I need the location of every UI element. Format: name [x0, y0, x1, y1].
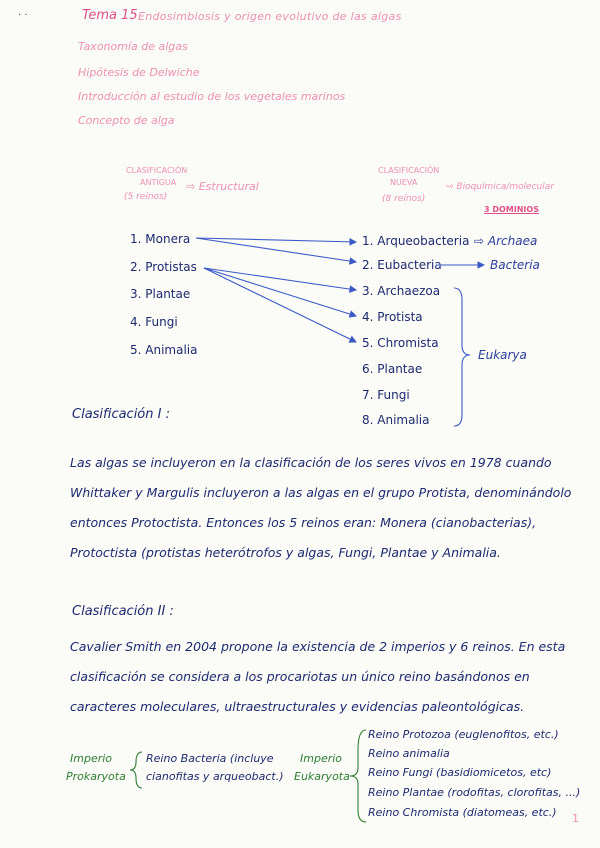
subtopic-2: Hipótesis de Delwiche: [78, 66, 200, 79]
class1-title: Clasificación I :: [72, 407, 170, 422]
right-heading-note: (8 reinos): [382, 194, 426, 204]
left-heading-note: (5 reinos): [124, 192, 168, 202]
left-arrow-label: ⇨ Estructural: [186, 180, 259, 193]
euk-kingdom-2: Reino animalia: [368, 747, 450, 760]
class1-text: Las algas se incluyeron en la clasificación de los seres vivos en 1978 cuando Whittaker y Margulis incluyeron a las algas en el grupo Protista, denominándolo entonces Protoctista. Entonces los 5 reinos eran: Monera (cianobacterias), Protoctista (protistas heterótrofos y algas, Fungi, Plantae y Animalia.: [70, 455, 572, 560]
euk-kingdom-1: Reino Protozoa (euglenofitos, etc.): [368, 728, 559, 741]
margin-marks: · ·: [18, 10, 28, 21]
right-item-7: 7. Fungi: [362, 388, 410, 402]
archaea-label: ⇨ Archaea: [474, 234, 538, 248]
subtopic-1: Taxonomía de algas: [78, 40, 188, 53]
left-item-5: 5. Animalia: [130, 343, 198, 357]
eukaryota-line1: Imperio: [300, 752, 343, 765]
tema-label: Tema 15: [82, 8, 138, 23]
domains-label: 3 DOMINIOS: [484, 205, 539, 214]
euk-kingdom-4: Reino Plantae (rodofitas, clorofitas, ...): [368, 786, 581, 799]
prok-kingdom-line1: Reino Bacteria (incluye: [146, 752, 274, 765]
left-item-1: 1. Monera: [130, 232, 191, 246]
subtopic-4: Concepto de alga: [78, 114, 175, 127]
bacteria-label: Bacteria: [490, 258, 540, 272]
right-item-6: 6. Plantae: [362, 362, 423, 376]
euk-kingdom-3: Reino Fungi (basidiomicetos, etc): [368, 766, 552, 779]
class2-title: Clasificación II :: [72, 604, 174, 619]
prokaryota-line1: Imperio: [70, 752, 113, 765]
eukarya-label: Eukarya: [478, 348, 527, 362]
euk-kingdom-5: Reino Chromista (diatomeas, etc.): [368, 806, 557, 819]
arrow-protistas-protista: [204, 268, 356, 316]
left-heading-line1: CLASIFICACIÓN: [126, 166, 188, 175]
page-number: 1: [572, 812, 579, 825]
right-heading-line2: NUEVA: [390, 178, 418, 187]
right-arrow-label: ⇨ Bioquímica/molecular: [446, 182, 554, 192]
right-item-5: 5. Chromista: [362, 336, 439, 350]
prokaryota-line2: Prokaryota: [66, 770, 126, 783]
right-item-3: 3. Archaezoa: [362, 284, 441, 298]
eukaryota-line2: Eukaryota: [294, 770, 350, 783]
right-heading-line1: CLASIFICACIÓN: [378, 166, 440, 175]
left-item-2: 2. Protistas: [130, 260, 197, 274]
right-item-1: 1. Arqueobacteria: [362, 234, 470, 248]
left-item-4: 4. Fungi: [130, 315, 178, 329]
eukarya-bracket: [454, 288, 470, 426]
subtopic-3: Introducción al estudio de los vegetales marinos: [78, 90, 346, 103]
class2-text: Cavalier Smith en 2004 propone la existencia de 2 imperios y 6 reinos. En esta clasificación se considera a los procariotas un único reino basándonos en caracteres moleculares, ultraestructurales y evidencias paleontológicas.: [70, 639, 566, 714]
right-item-2: 2. Eubacteria: [362, 258, 442, 272]
prokaryota-brace: [130, 752, 142, 788]
left-heading-line2: ANTIGUA: [140, 178, 177, 187]
eukaryota-brace: [350, 730, 366, 822]
right-item-4: 4. Protista: [362, 310, 423, 324]
right-item-8: 8. Animalia: [362, 413, 430, 427]
prok-kingdom-line2: cianofitas y arqueobact.): [146, 770, 284, 783]
tema-title: Endosimbiosis y origen evolutivo de las algas: [138, 10, 402, 23]
left-item-3: 3. Plantae: [130, 287, 191, 301]
